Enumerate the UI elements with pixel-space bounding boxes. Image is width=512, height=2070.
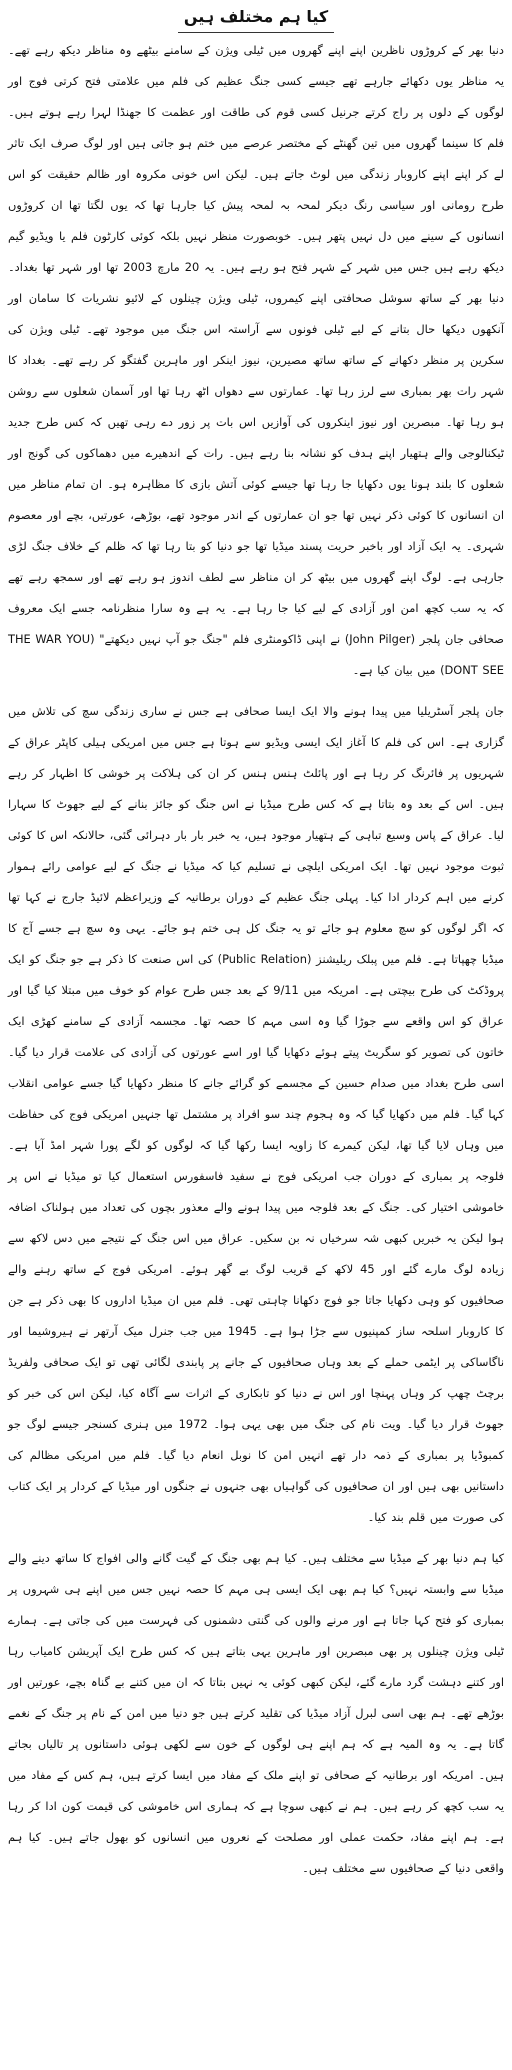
article-paragraph-3: کیا ہم دنیا بھر کے میڈیا سے مختلف ہیں۔ کیا ہم بھی جنگ کے گیت گانے والی افواج کا ساتھ دینے والے میڈیا سے وابستہ نہیں؟ کیا ہم بھی ایک ایسی ہی مہم کا حصہ نہیں جس میں اپنے ہی شہروں پر بمباری کو فتح کہا جاتا ہے اور مرنے والوں کی گنتی دشمنوں کی فہرست میں کی جاتی ہے۔ ہمارے ٹیلی ویژن چینلوں پر بھی مبصرین اور ماہرین یہی بتاتے ہیں کہ کس طرح ایک آپریشن کامیاب رہا اور کتنے دہشت گرد مارے گئے، لیکن کبھی کوئی یہ نہیں بتاتا کہ ان میں کتنے بے گناہ بچے، عورتیں اور بوڑھے تھے۔ ہم بھی اسی لبرل آزاد میڈیا کی تقلید کرتے ہیں جو دنیا میں امن کے نام پر جنگ کے نغمے گاتا ہے۔ یہ وہ المیہ ہے کہ ہم اپنے ہی لوگوں کے خون سے لکھی ہوئی داستانوں پر تالیاں بجاتے ہیں۔ امریکہ اور برطانیہ کے صحافی تو اپنے ملک کے مفاد میں ایسا کرتے ہیں، ہم کس کے مفاد میں یہ سب کچھ کر رہے ہیں۔ ہم نے کبھی سوچا ہے کہ ہماری اس خاموشی کی قیمت کون ادا کر رہا ہے۔ ہم اپنے مفاد، حکمت عملی اور مصلحت کے نعروں میں انسانوں کو بھول جاتے ہیں۔ کیا ہم واقعی دنیا کے صحافیوں سے مختلف ہیں۔ — [8, 1551, 504, 1875]
article-paragraph-2: جان پلجر آسٹریلیا میں پیدا ہونے والا ایک ایسا صحافی ہے جس نے ساری زندگی سچ کی تلاش میں گزاری ہے۔ اس کی فلم کا آغاز ایک ایسی ویڈیو سے ہوتا ہے جس میں امریکی ہیلی کاپٹر عراق کے شہریوں پر فائرنگ کر رہا ہے اور پائلٹ ہنس ہنس کر ان کی ہلاکت پر خوشی کا اظہار کر رہے ہیں۔ اس کے بعد وہ بتاتا ہے کہ کس طرح میڈیا نے اس جنگ کو جائز بنانے کے لیے جھوٹ کا سہارا لیا۔ عراق کے پاس وسیع تباہی کے ہتھیار موجود ہیں، یہ خبر بار بار دہرائی گئی، حالانکہ اس کا کوئی ثبوت موجود نہیں تھا۔ ایک امریکی ایلچی نے تسلیم کیا کہ میڈیا نے جنگ کے لیے عوامی رائے ہموار کرنے میں اہم کردار ادا کیا۔ پہلی جنگ عظیم کے دوران برطانیہ کے وزیراعظم لائیڈ جارج نے کہا تھا کہ اگر لوگوں کو سچ معلوم ہو جائے تو یہ جنگ کل ہی ختم ہو جائے۔ یہی وہ سچ ہے جسے آج کا میڈیا چھپاتا ہے۔ فلم میں پبلک ریلیشنز (Public Relation) کی اس صنعت کا ذکر ہے جو جنگ کو ایک پروڈکٹ کی طرح بیچتی ہے۔ امریکہ میں 9/11 کے بعد جس طرح عوام کو خوف میں مبتلا کیا گیا اور عراق کو اس واقعے سے جوڑا گیا وہ اسی مہم کا حصہ تھا۔ مجسمہ آزادی کے سامنے کھڑی ایک خاتون کی تصویر کو سگریٹ پیتے ہوئے دکھایا گیا اور اسے عورتوں کی آزادی کی علامت قرار دیا گیا۔ اسی طرح بغداد میں صدام حسین کے مجسمے کو گرائے جانے کا منظر دکھایا گیا جسے عوامی انقلاب کہا گیا۔ فلم میں دکھایا گیا کہ وہ ہجوم چند سو افراد پر مشتمل تھا جنہیں امریکی فوج کی حفاظت میں وہاں لایا گیا تھا، لیکن کیمرے کا زاویہ ایسا رکھا گیا کہ لوگوں کو لگے پورا شہر امڈ آیا ہے۔ فلوجہ پر بمباری کے دوران جب امریکی فوج نے سفید فاسفورس استعمال کیا تو میڈیا نے اس پر خاموشی اختیار کی۔ جنگ کے بعد فلوجہ میں پیدا ہونے والے معذور بچوں کی تعداد میں ہولناک اضافہ ہوا لیکن یہ خبریں کبھی شہ سرخیاں نہ بن سکیں۔ عراق میں اس جنگ کے نتیجے میں دس لاکھ سے زیادہ لوگ مارے گئے اور 45 لاکھ کے قریب لوگ بے گھر ہوئے۔ امریکی فوج کے ساتھ رہنے والے صحافیوں کو وہی دکھایا جاتا جو فوج دکھانا چاہتی تھی۔ فلم میں ان میڈیا اداروں کا بھی ذکر ہے جن کا کاروبار اسلحہ ساز کمپنیوں سے جڑا ہوا ہے۔ 1945 میں جب جنرل میک آرتھر نے ہیروشیما اور ناگاساکی پر ایٹمی حملے کے بعد وہاں صحافیوں کے جانے پر پابندی لگائی تھی تو ایک صحافی ولفریڈ برچٹ چھپ کر وہاں پہنچا اور اس نے دنیا کو تابکاری کے اثرات سے آگاہ کیا، لیکن اس کی خبر کو جھوٹ قرار دیا گیا۔ ویت نام کی جنگ میں بھی یہی ہوا۔ 1972 میں ہنری کسنجر جیسے لوگ جو کمبوڈیا پر بمباری کے ذمہ دار تھے انہیں امن کا نوبل انعام دیا گیا۔ فلم میں امریکی مظالم کی داستانیں بھی ہیں اور ان صحافیوں کی گواہیاں بھی جنہوں نے جنگوں اور میڈیا کے کردار پر ایک کتاب کی صورت میں قلم بند کیا۔ — [8, 704, 505, 1524]
article-title — [8, 4, 504, 33]
article-body — [8, 35, 504, 1884]
article-paragraph-1: دنیا بھر کے کروڑوں ناظرین اپنے اپنے گھروں میں ٹیلی ویژن کے سامنے بیٹھے وہ مناظر دیکھ رہے تھے۔ یہ مناظر یوں دکھائے جارہے تھے جیسے کسی جنگ عظیم کی فلم میں علامتی فتح کرتی فوج اور لوگوں کے دلوں پر راج کرتے جرنیل کسی قوم کی طاقت اور عظمت کا جھنڈا لہرا رہے ہوتے ہیں۔ فلم کا سینما گھروں میں تین گھنٹے کے مختصر عرصے میں ختم ہو جاتی ہیں اور لوگ صرف ایک تاثر لے کر اپنے اپنے کاروبار زندگی میں لوٹ جاتے ہیں۔ لیکن اس خونی مکروہ اور ظالم حقیقت کو اس طرح رومانی اور سیاسی رنگ دیکر لمحہ بہ لمحہ پیش کیا جارہا تھا کہ یوں لگتا تھا ان کروڑوں انسانوں کے سینے میں دل نہیں پتھر ہیں۔ خوبصورت منظر نہیں بلکہ کوئی کارٹون فلم یا ویڈیو گیم دیکھ رہے ہیں جس میں شہر کے شہر فتح ہو رہے ہیں۔ یہ 20 مارچ 2003 تھا اور شہر تھا بغداد۔ دنیا بھر کے ساتھ سوشل صحافتی اپنے کیمروں، ٹیلی ویژن چینلوں کے لائیو نشریات کا سامان اور آنکھوں دیکھا حال بتانے کے لیے ٹیلی فونوں سے آراستہ اس جنگ میں موجود تھے۔ ٹیلی ویژن کی سکرین پر منظر دکھانے کے ساتھ ساتھ مصیرین، نیوز اینکر اور ماہرین گفتگو کر رہے تھے۔ بغداد کا شہر رات بھر بمباری سے لرز رہا تھا۔ عمارتوں سے دھواں اٹھ رہا تھا اور آسمان شعلوں سے روشن ہو رہا تھا۔ مبصرین اور نیوز اینکروں کی آوازیں اس بات پر زور دے رہی تھیں کہ کس طرح جدید ٹیکنالوجی والے ہتھیار اپنے ہدف کو نشانہ بنا رہے ہیں۔ رات کے اندھیرے میں دھماکوں کی گونج اور شعلوں کا بلند ہونا یوں دکھایا جا رہا تھا جیسے کوئی آتش بازی کا مظاہرہ ہو۔ ان تمام مناظر میں ان انسانوں کا کوئی ذکر نہیں تھا جو ان عمارتوں کے اندر موجود تھے، بوڑھے، عورتیں، بچے اور معصوم شہری۔ یہ ایک آزاد اور باخبر حریت پسند میڈیا تھا جو دنیا کو بتا رہا تھا کہ ظلم کے خلاف جنگ لڑی جارہی ہے۔ لوگ اپنے گھروں میں بیٹھ کر ان مناظر سے لطف اندوز ہو رہے تھے اور سمجھ رہے تھے کہ یہ سب کچھ امن اور آزادی کے لیے کیا جا رہا ہے۔ یہ ہے وہ سارا منظرنامہ جسے ایک معروف صحافی جان پلجر (John Pilger) نے اپنی ڈاکومنٹری فلم "جنگ جو آپ نہیں دیکھتے" (THE WAR YOU DONT SEE) میں بیان کیا ہے۔ — [8, 43, 504, 677]
article-title-text: کیا ہم مختلف ہیں — [178, 4, 334, 33]
